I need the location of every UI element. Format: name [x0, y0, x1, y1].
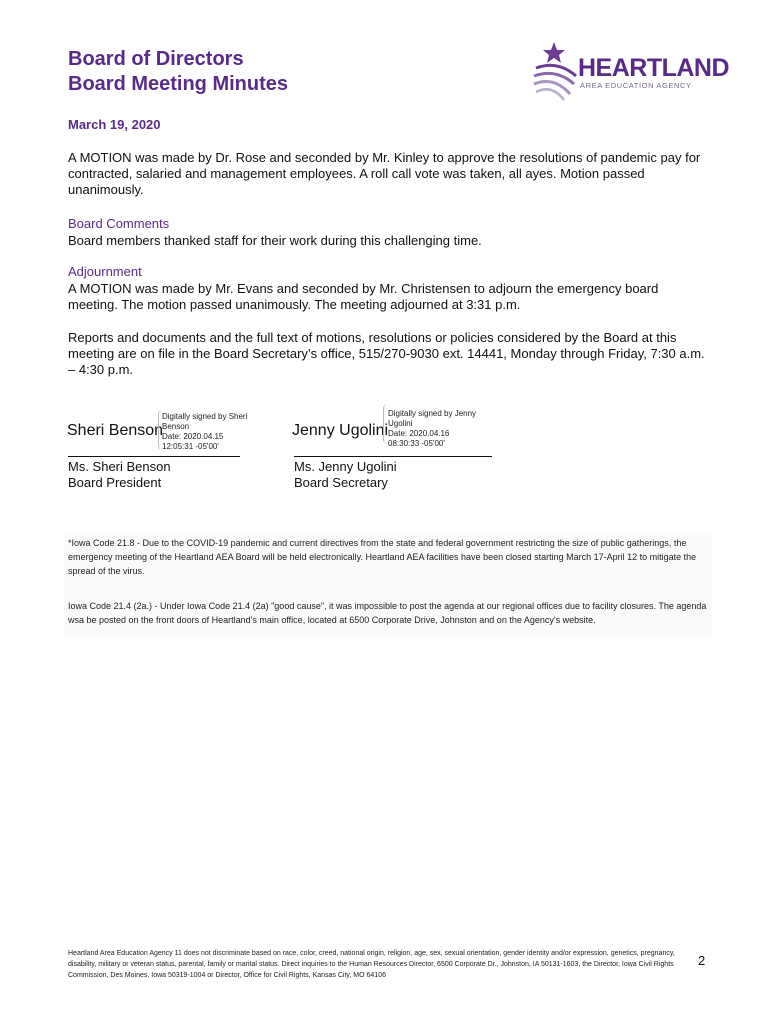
signature-line — [68, 456, 240, 457]
signer-label — [294, 459, 397, 491]
title-line-2: Board Meeting Minutes — [68, 73, 289, 95]
star-swoosh-icon — [530, 38, 580, 104]
digital-signature-info — [162, 412, 272, 452]
signer-label — [68, 459, 171, 491]
reports-paragraph: Reports and documents and the full text of motions, resolutions or policies considered by the Board at this meeting are on file in the Board Secretary’s office, 515/270-9030 ext. 14441, Monday through Friday, 7:30 a.m. – 4:30 p.m. — [68, 330, 705, 377]
digital-signature-info — [388, 409, 498, 449]
logo-subtitle: AREA EDUCATION AGENCY — [580, 81, 692, 90]
iowa-code-21-8-note: *Iowa Code 21.8 - Due to the COVID-19 pandemic and current directives from the state and federal government restricting the size of public gatherings, the emergency meeting of the Heartland AEA Board will be held electronically. Heartland AEA facilities have been closed starting March 17-April 12 to mitigate the spread of the virus. — [68, 538, 697, 576]
logo-wordmark: HEARTLAND — [578, 54, 730, 82]
nondiscrimination-footer: Heartland Area Education Agency 11 does not discriminate based on race, color, creed, national origin, religion, age, sex, sexual orientation, gender identity and/or expression, genetics, pregnancy, disability, military or veteran status, parental, family or marital status. Direct inquiries to the Human Resources Director, 6500 Corporate Dr., Johnston, IA 50131-1603, the Director, Iowa Civil Rights Commission, Des Moines, Iowa 50319-1004 or Director, Office for Civil Rights, Kansas City, MO 64106 — [68, 950, 675, 979]
heartland-logo — [530, 38, 730, 104]
signature-meta-line: Ugolini — [388, 419, 413, 428]
motion-paragraph: A MOTION was made by Dr. Rose and seconded by Mr. Kinley to approve the resolutions of pandemic pay for contracted, salaried and management employees. A roll call vote was taken, all ayes. Motion passed unanimously. — [68, 150, 701, 197]
iowa-code-21-4-note: Iowa Code 21.4 (2a.) - Under Iowa Code 21.4 (2a) "good cause", it was impossible to post the agenda at our regional offices due to facility closures. The agenda wsa be posted on the front doors of Heartland's main office, located at 6500 Corporate Drive, Johnston and on the Agency's website. — [68, 601, 707, 625]
signature-meta-line: Benson — [162, 422, 190, 431]
board-comments-heading: Board Comments — [68, 216, 170, 231]
signature-meta-line: Digitally signed by Sheri — [162, 412, 248, 421]
board-comments-text: Board members thanked staff for their work during this challenging time. — [68, 233, 482, 248]
signature-name: Sheri Benson — [67, 422, 164, 439]
signature-meta-line: Date: 2020.04.16 — [388, 429, 450, 438]
signature-meta-line: 12:05:31 -05'00' — [162, 442, 219, 451]
page-title — [68, 47, 288, 97]
signature-name: Jenny Ugolini — [292, 422, 389, 439]
signature-meta-line: Digitally signed by Jenny — [388, 409, 477, 418]
adjournment-text: A MOTION was made by Mr. Evans and seconded by Mr. Christensen to adjourn the emergency board meeting. The motion passed unanimously. The meeting adjourned at 3:31 p.m. — [68, 281, 659, 312]
signer-role: Board President — [68, 475, 162, 490]
meeting-date: March 19, 2020 — [68, 117, 161, 132]
page-number: 2 — [698, 953, 706, 968]
signer-printed-name: Ms. Jenny Ugolini — [294, 459, 397, 474]
signature-meta-line: 08:30:33 -05'00' — [388, 439, 445, 448]
signature-line — [294, 456, 492, 457]
signer-role: Board Secretary — [294, 475, 388, 490]
adjournment-heading: Adjournment — [68, 264, 142, 279]
signature-meta-line: Date: 2020.04.15 — [162, 432, 224, 441]
signer-printed-name: Ms. Sheri Benson — [68, 459, 171, 474]
title-line-1: Board of Directors — [68, 48, 244, 70]
